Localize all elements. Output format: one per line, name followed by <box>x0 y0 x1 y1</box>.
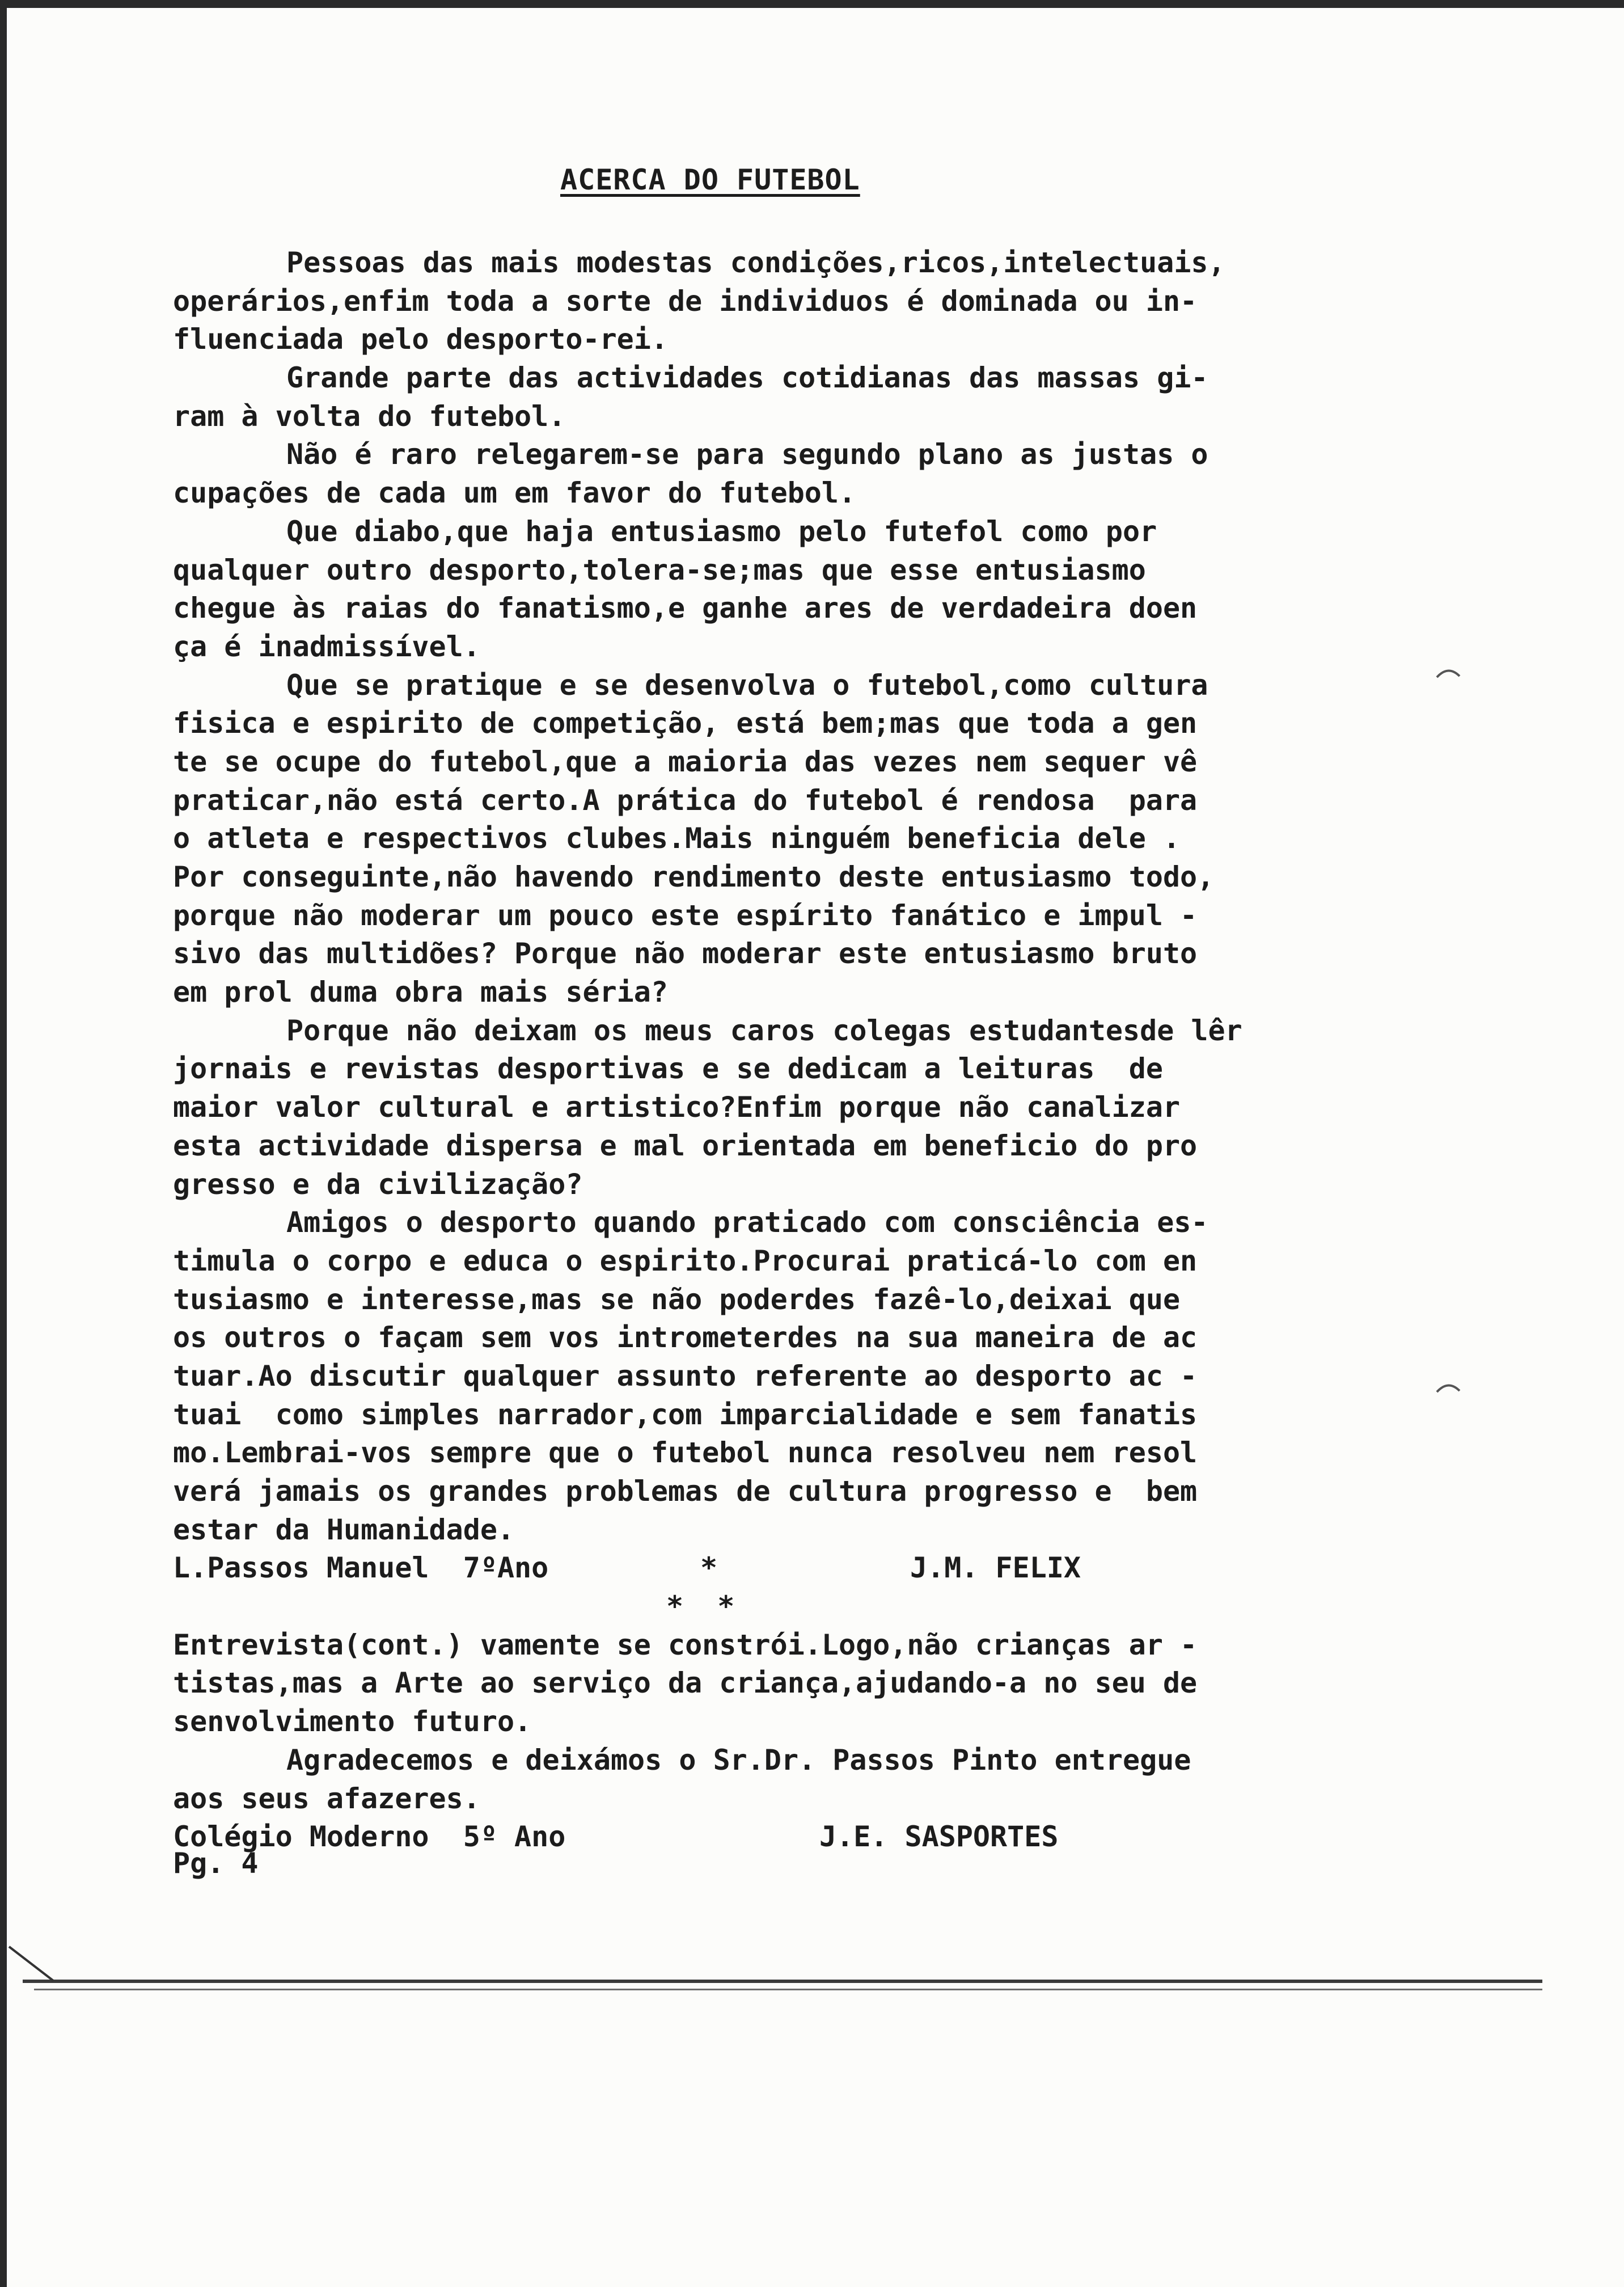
signature-star: * <box>700 1551 718 1585</box>
text-line: sivo das multidões? Porque não moderar este entusiasmo bruto <box>173 937 1198 971</box>
signature-felix <box>173 1549 1386 1588</box>
signature-sasportes <box>173 1818 1386 1856</box>
text-line: tistas,mas a Arte ao serviço da criança,ajudando-a no seu de <box>173 1666 1198 1700</box>
separator <box>173 1588 1386 1626</box>
text-line: fluenciada pelo desporto-rei. <box>173 323 668 356</box>
text-line: Que diabo,que haja entusiasmo pelo futefol como por <box>286 514 1157 548</box>
bottom-rule <box>23 1980 1542 1983</box>
page-title: ACERCA DO FUTEBOL <box>560 163 860 196</box>
text-line: tuai como simples narrador,com imparcialidade e sem fanatis <box>173 1398 1198 1431</box>
text-line: jornais e revistas desportivas e se dedicam a leituras de <box>173 1052 1163 1086</box>
text-line: chegue às raias do fanatismo,e ganhe ares de verdadeira doen <box>173 592 1198 625</box>
text-line: te se ocupe do futebol,que a maioria das vezes nem sequer vê <box>173 745 1198 778</box>
text-line: timula o corpo e educa o espirito.Procurai praticá-lo com en <box>173 1244 1198 1277</box>
text-line: Porque não deixam os meus caros colegas estudantesde lêr <box>286 1014 1242 1047</box>
text-line: senvolvimento futuro. <box>173 1705 532 1739</box>
page-number: Pg. 4 <box>173 1846 259 1880</box>
text-line: fisica e espirito de competição, está bem;mas que toda a gen <box>173 707 1198 740</box>
text-line: mo.Lembrai-vos sempre que o futebol nunca resolveu nem resol <box>173 1436 1198 1470</box>
text-line: tuar.Ao discutir qualquer assunto referente ao desporto ac - <box>173 1359 1198 1393</box>
text-line: operários,enfim toda a sorte de individuos é dominada ou in- <box>173 284 1198 318</box>
text-line: Pessoas das mais modestas condições,ricos,intelectuais, <box>286 246 1225 279</box>
corner-mark <box>8 1946 59 1991</box>
text-line: Não é raro relegarem-se para segundo plano as justas o <box>286 438 1208 471</box>
text-line: Que se pratique e se desenvolva o futebol,como cultura <box>286 668 1208 702</box>
text-line: o atleta e respectivos clubes.Mais ninguém beneficia dele . <box>173 822 1181 855</box>
document-body <box>173 244 1386 1879</box>
text-line: qualquer outro desporto,tolera-se;mas que esse entusiasmo <box>173 553 1146 586</box>
text-line: gresso e da civilização? <box>173 1167 583 1201</box>
text-line: em prol duma obra mais séria? <box>173 976 668 1009</box>
text-line: os outros o façam sem vos intrometerdes na sua maneira de ac <box>173 1321 1198 1355</box>
text-line: ça é inadmissível. <box>173 630 480 663</box>
text-line: ram à volta do futebol. <box>173 399 566 433</box>
text-line: porque não moderar um pouco este espírito fanático e impul - <box>173 898 1198 932</box>
signature-author: J.M. FELIX <box>910 1551 1081 1585</box>
signature-school: Colégio Moderno 5º Ano <box>173 1820 566 1854</box>
text-line: Amigos o desporto quando praticado com consciência es- <box>286 1206 1208 1239</box>
signature-school: L.Passos Manuel 7ºAno <box>173 1551 549 1585</box>
bottom-rule-thin <box>34 1989 1542 1990</box>
signature-author: J.E. SASPORTES <box>819 1820 1059 1854</box>
text-line: tusiasmo e interesse,mas se não poderdes fazê-lo,deixai que <box>173 1282 1181 1316</box>
scan-border-top <box>0 0 1624 8</box>
text-line: esta actividade dispersa e mal orientada em beneficio do pro <box>173 1129 1198 1162</box>
text-line: Entrevista(cont.) vamente se constrói.Logo,não crianças ar - <box>173 1628 1198 1661</box>
text-line: cupações de cada um em favor do futebol. <box>173 476 856 510</box>
text-line: maior valor cultural e artistico?Enfim porque não canalizar <box>173 1091 1181 1124</box>
text-line: aos seus afazeres. <box>173 1782 480 1815</box>
margin-mark <box>1435 664 1463 681</box>
text-line: praticar,não está certo.A prática do futebol é rendosa para <box>173 783 1198 817</box>
scan-border-left <box>0 0 7 2287</box>
separator-stars: * * <box>666 1590 735 1623</box>
text-line: estar da Humanidade. <box>173 1513 515 1546</box>
text-line: Grande parte das actividades cotidianas das massas gi- <box>286 361 1208 395</box>
text-line: verá jamais os grandes problemas de cultura progresso e bem <box>173 1475 1198 1508</box>
margin-mark <box>1435 1378 1463 1395</box>
text-line: Por conseguinte,não havendo rendimento deste entusiasmo todo, <box>173 860 1215 893</box>
text-line: Agradecemos e deixámos o Sr.Dr. Passos Pinto entregue <box>286 1743 1191 1777</box>
